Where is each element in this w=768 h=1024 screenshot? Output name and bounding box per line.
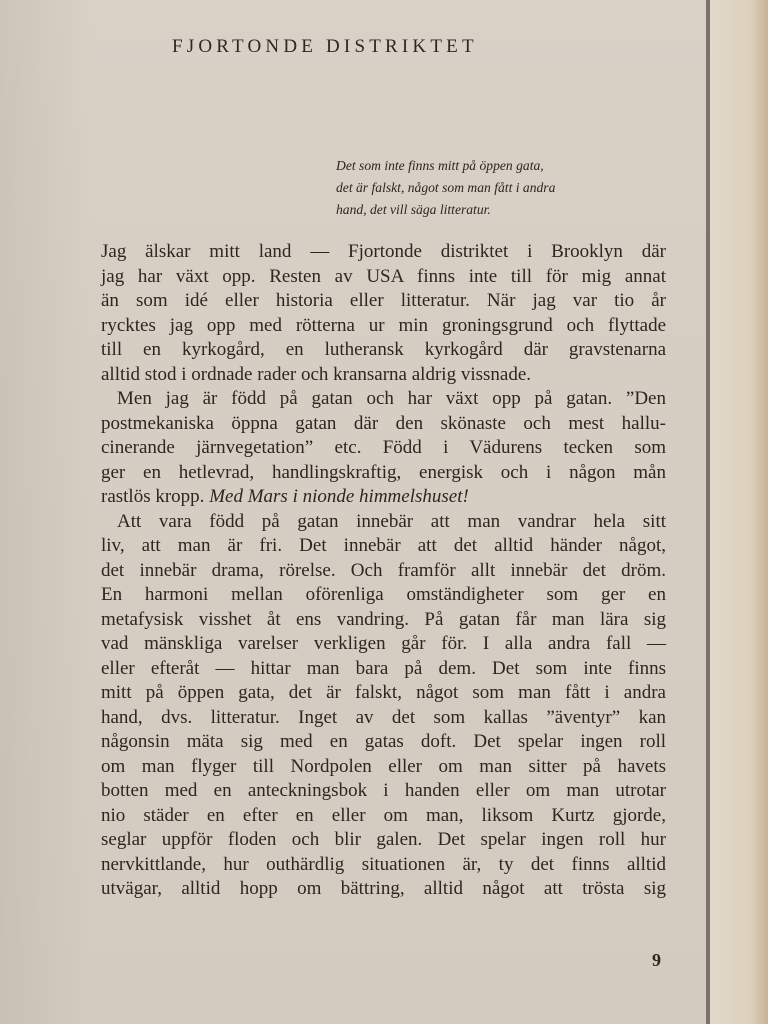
epigraph xyxy=(336,155,656,221)
text-segment: rastlös kropp. xyxy=(101,486,210,507)
text-line xyxy=(101,485,666,510)
text-line: till en kyrkogård, en lutheransk kyrkogård där gravstenarna xyxy=(101,339,666,360)
text-line: hand, dvs. litteratur. Inget av det som kallas ”äventyr” kan xyxy=(101,706,666,728)
epigraph-line: hand, det vill säga litteratur. xyxy=(336,202,491,217)
text-line: botten med en anteckningsbok i handen eller om man utrotar xyxy=(101,780,666,801)
text-line: vad mänskliga varelser verkligen går för. I alla andra fall — xyxy=(101,633,666,654)
epigraph-line: det är falskt, något som man fått i andra xyxy=(336,180,556,195)
text-line: seglar uppför floden och blir galen. Det spelar ingen roll hur xyxy=(101,829,666,850)
text-line: alltid stod i ordnade rader och kransarna aldrig vissnade. xyxy=(101,363,531,385)
text-line: jag har växt opp. Resten av USA finns inte till för mig annat xyxy=(101,265,666,287)
running-head: FJORTONDE DISTRIKTET xyxy=(172,36,478,57)
text-line: Att vara född på gatan innebär att man vandrar hela sitt xyxy=(117,510,666,532)
text-line: eller efteråt — hittar man bara på dem. Det som inte finns xyxy=(101,657,666,679)
text-line: utvägar, alltid hopp om bättring, alltid något att trösta sig xyxy=(101,878,666,899)
text-line: mitt på öppen gata, det är falskt, något som man fått i andra xyxy=(101,682,666,703)
text-line: ger en hetlevrad, handlingskraftig, energisk och i någon mån xyxy=(101,461,666,483)
adjacent-page-edge xyxy=(710,0,768,1024)
text-line: Jag älskar mitt land — Fjortonde distriktet i Brooklyn där xyxy=(101,241,666,262)
text-line: nervkittlande, hur outhärdlig situationen är, ty det finns alltid xyxy=(101,853,666,875)
text-line: än som idé eller historia eller litteratur. När jag var tio år xyxy=(101,290,666,311)
text-line: postmekaniska öppna gatan där den skönaste och mest hallu- xyxy=(101,412,666,434)
text-line: cinerande järnvegetation” etc. Född i Vädurens tecken som xyxy=(101,437,666,458)
text-line: rycktes jag opp med rötterna ur min groningsgrund och flyttade xyxy=(101,314,666,336)
text-line: Men jag är född på gatan och har växt opp på gatan. ”Den xyxy=(117,388,666,409)
text-line: det innebär drama, rörelse. Och framför allt innebär det dröm. xyxy=(101,559,666,581)
text-line: liv, att man är fri. Det innebär att det alltid händer något, xyxy=(101,535,666,556)
text-line: nio städer en efter en eller om man, liksom Kurtz gjorde, xyxy=(101,804,666,826)
body-text xyxy=(101,240,666,902)
text-line: någonsin mäta sig med en gatas doft. Det spelar ingen roll xyxy=(101,731,666,752)
page-number: 9 xyxy=(652,950,661,970)
epigraph-line: Det som inte finns mitt på öppen gata, xyxy=(336,158,544,173)
italic-text-segment: Med Mars i nionde himmelshuset! xyxy=(209,486,469,507)
text-line: En harmoni mellan oförenliga omständigheter som ger en xyxy=(101,584,666,605)
text-line: om man flyger till Nordpolen eller om man sitter på havets xyxy=(101,755,666,777)
text-line: metafysisk visshet åt ens vandring. På gatan får man lära sig xyxy=(101,608,666,630)
